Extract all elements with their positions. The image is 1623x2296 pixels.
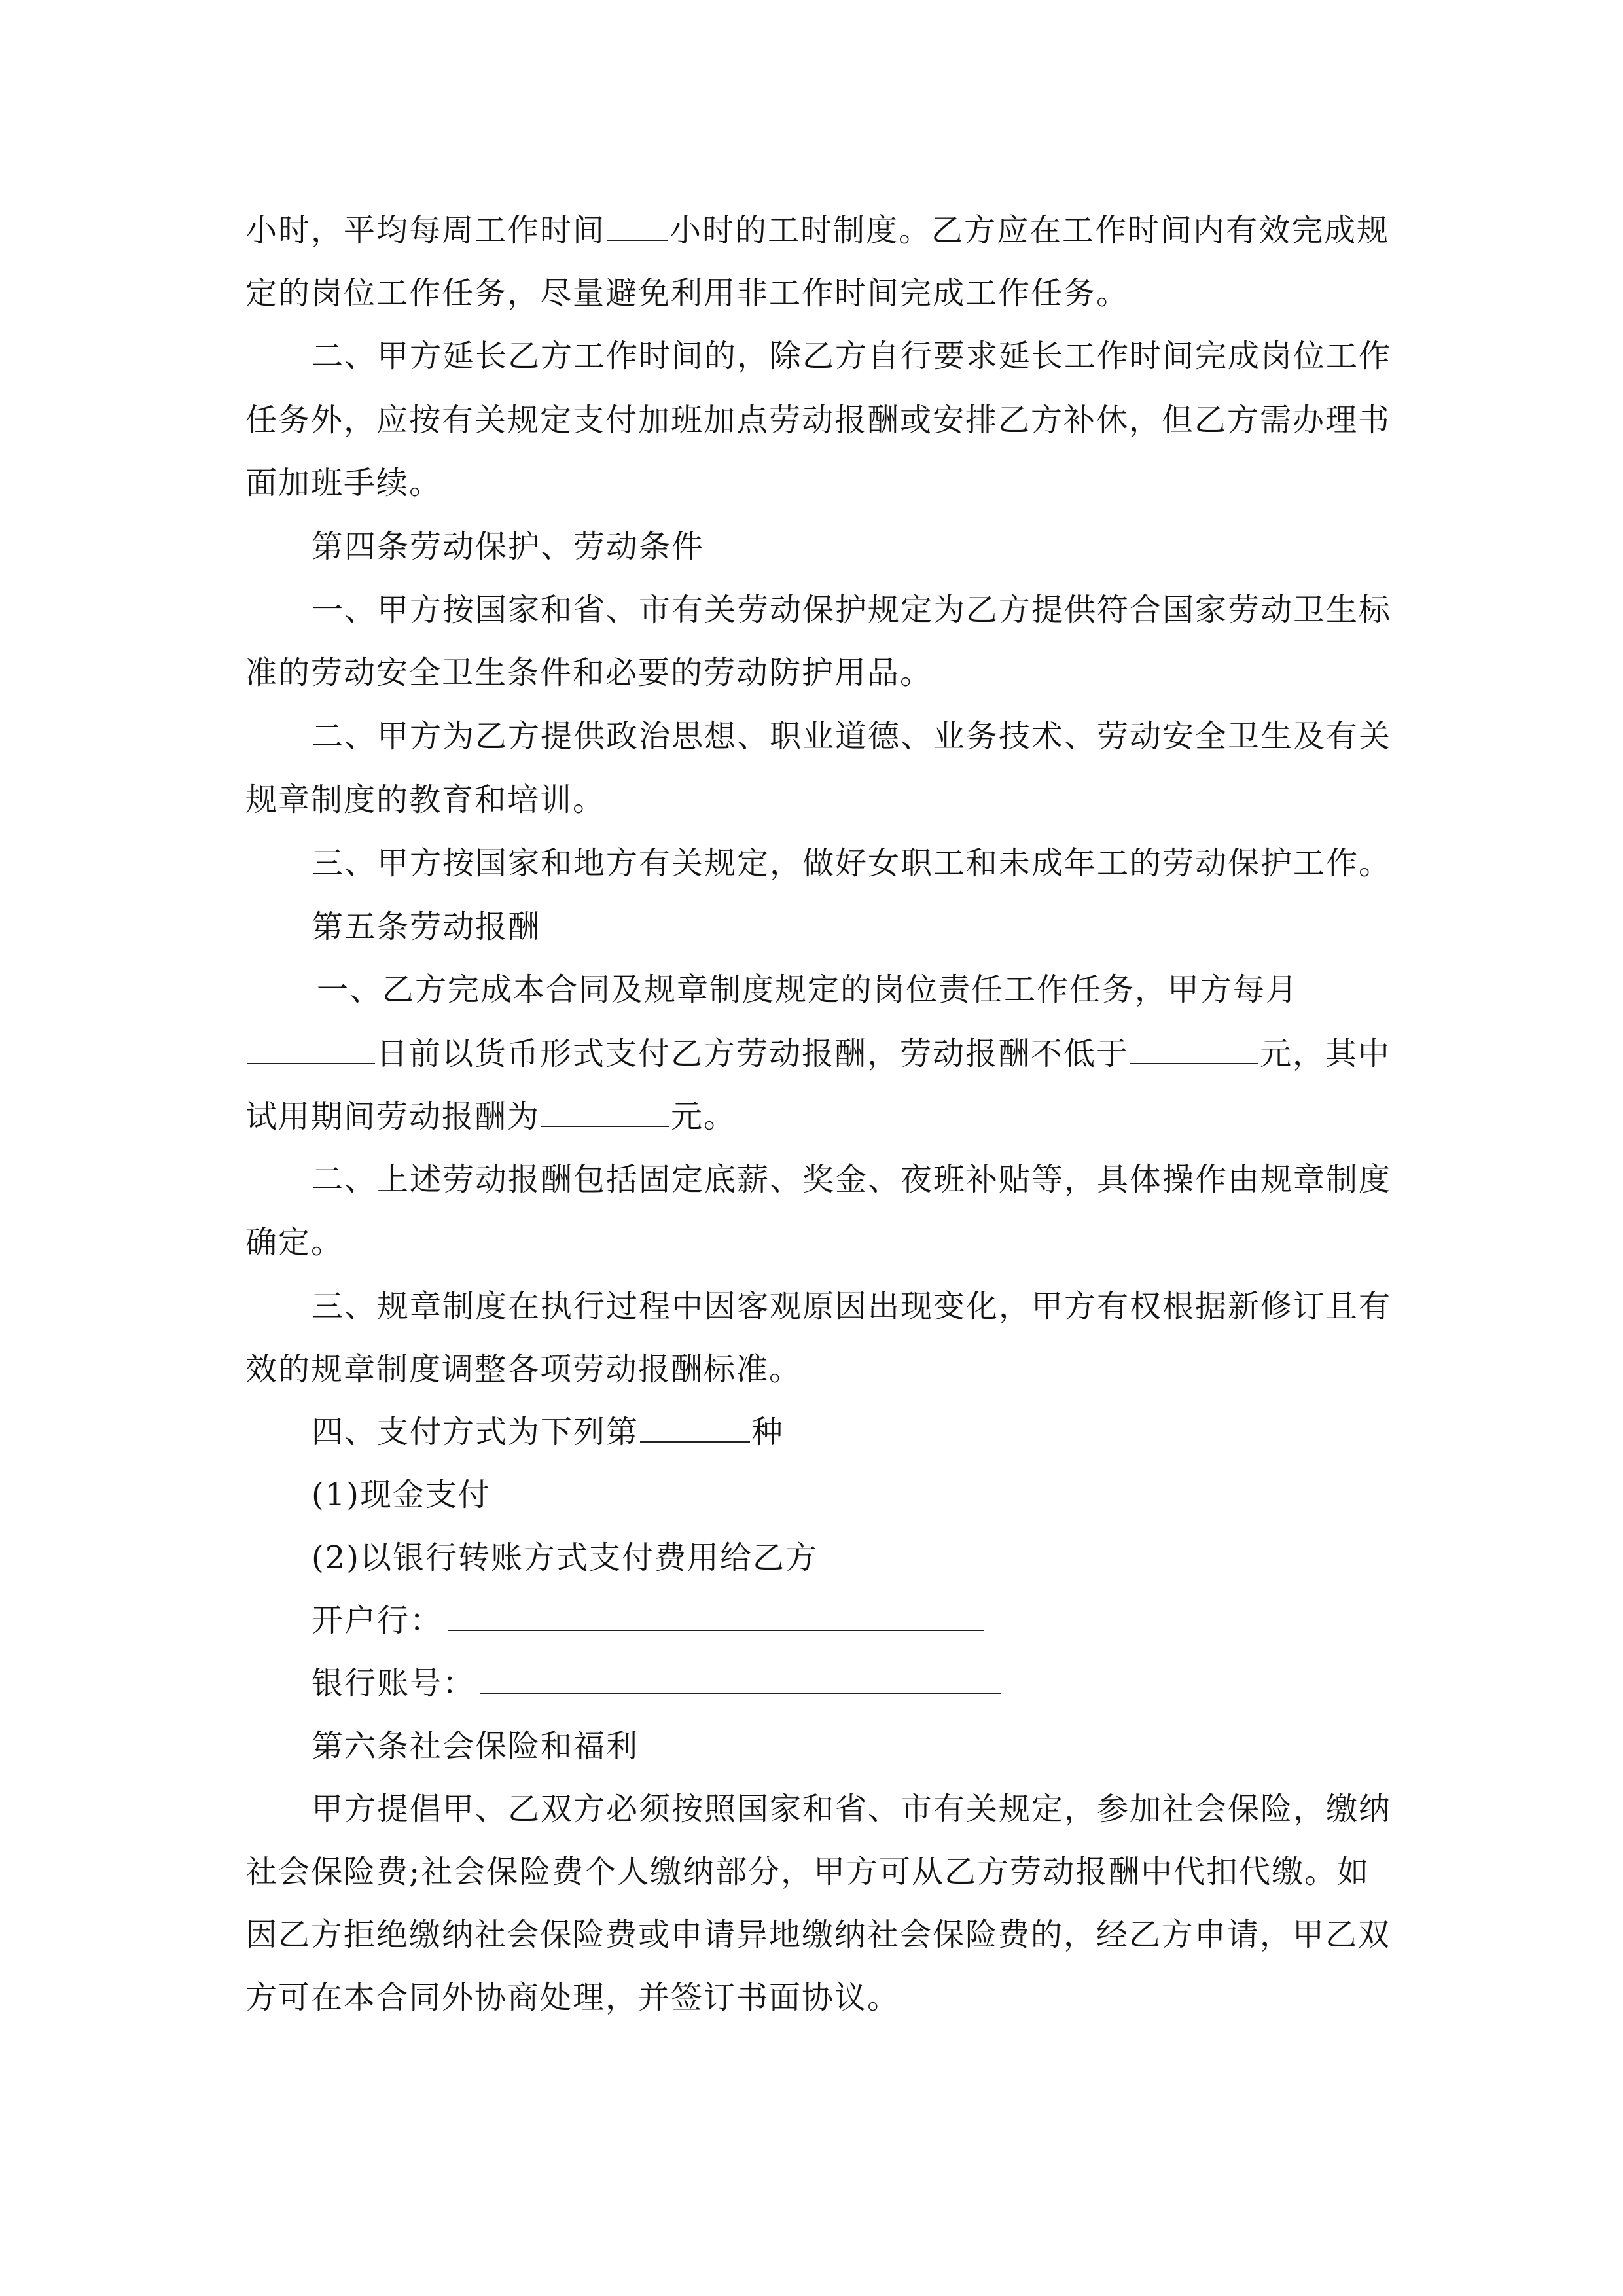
text: 日前以货币形式支付乙方劳动报酬，劳动报酬不低于 xyxy=(376,1035,1130,1072)
text: 小时的工时制度。乙方应在工作时间内有效完成规 xyxy=(669,212,1390,249)
para-insurance-line-4: 方可在本合同外协商处理，并签订书面协议。 xyxy=(245,1979,901,2016)
pay-date-blank xyxy=(247,1034,375,1064)
para-protection-2-line-2: 规章制度的教育和培训。 xyxy=(245,781,606,818)
article-4-heading: 第四条劳动保护、劳动条件 xyxy=(312,528,705,565)
text: 四、支付方式为下列第 xyxy=(312,1414,639,1450)
para-insurance-line-1: 甲方提倡甲、乙双方必须按照国家和省、市有关规定，参加社会保险，缴纳 xyxy=(312,1791,1392,1827)
para-pay-2-line-1: 二、上述劳动报酬包括固定底薪、奖金、夜班补贴等，具体操作由规章制度 xyxy=(312,1161,1392,1198)
text: 元，其中 xyxy=(1260,1035,1391,1072)
probation-pay-blank xyxy=(541,1097,669,1127)
para-pay-3-line-2: 效的规章制度调整各项劳动报酬标准。 xyxy=(245,1351,802,1388)
para-overtime-line-3: 面加班手续。 xyxy=(245,465,442,501)
text: 小时，平均每周工作时间 xyxy=(245,212,606,249)
para-overtime-line-1: 二、甲方延长乙方工作时间的，除乙方自行要求延长工作时间完成岗位工作 xyxy=(312,338,1392,374)
article-6-heading: 第六条社会保险和福利 xyxy=(312,1728,639,1765)
pay-option-cash: (1)现金支付 xyxy=(312,1477,491,1513)
para-pay-3-line-1: 三、规章制度在执行过程中因客观原因出现变化，甲方有权根据新修订且有 xyxy=(312,1288,1392,1325)
bank-name-label: 开户行： xyxy=(312,1602,443,1639)
para-protection-1-line-1: 一、甲方按国家和省、市有关劳动保护规定为乙方提供符合国家劳动卫生标 xyxy=(312,592,1392,628)
para-overtime-line-2: 任务外，应按有关规定支付加班加点劳动报酬或安排乙方补休，但乙方需办理书 xyxy=(245,402,1391,439)
weekly-hours-blank xyxy=(607,211,668,241)
para-protection-2-line-1: 二、甲方为乙方提供政治思想、职业道德、业务技术、劳动安全卫生及有关 xyxy=(312,718,1392,755)
para-insurance-line-2: 社会保险费;社会保险费个人缴纳部分，甲方可从乙方劳动报酬中代扣代缴。如 xyxy=(245,1854,1370,1890)
pay-option-bank-transfer: (2)以银行转账方式支付费用给乙方 xyxy=(312,1539,818,1576)
para-work-hours-line-1 xyxy=(245,211,1389,250)
text: 元。 xyxy=(671,1098,737,1135)
para-work-hours-line-2: 定的岗位工作任务，尽量避免利用非工作时间完成工作任务。 xyxy=(245,275,1130,312)
bank-account-label: 银行账号： xyxy=(312,1665,476,1702)
bank-account-blank xyxy=(480,1664,1001,1694)
para-insurance-line-3: 因乙方拒绝缴纳社会保险费或申请异地缴纳社会保险费的，经乙方申请，甲乙双 xyxy=(245,1916,1391,1953)
pay-method-blank xyxy=(640,1412,750,1443)
para-protection-3-line-1: 三、甲方按国家和地方有关规定，做好女职工和未成年工的劳动保护工作。 xyxy=(312,845,1392,882)
para-pay-1-line-2 xyxy=(245,1034,1391,1073)
para-pay-1-line-1: 一、乙方完成本合同及规章制度规定的岗位责任工作任务，甲方每月 xyxy=(317,971,1299,1008)
para-protection-1-line-2: 准的劳动安全卫生条件和必要的劳动防护用品。 xyxy=(245,655,933,691)
bank-account-line xyxy=(312,1664,1003,1703)
para-pay-method-line-1 xyxy=(312,1412,784,1452)
min-pay-blank xyxy=(1130,1034,1258,1064)
para-pay-2-line-2: 确定。 xyxy=(245,1224,344,1261)
bank-name-blank xyxy=(448,1601,984,1631)
article-5-heading: 第五条劳动报酬 xyxy=(312,908,541,945)
text: 种 xyxy=(751,1414,785,1450)
para-pay-1-line-3 xyxy=(245,1097,736,1136)
bank-name-line xyxy=(312,1601,986,1640)
text: 试用期间劳动报酬为 xyxy=(245,1098,541,1135)
